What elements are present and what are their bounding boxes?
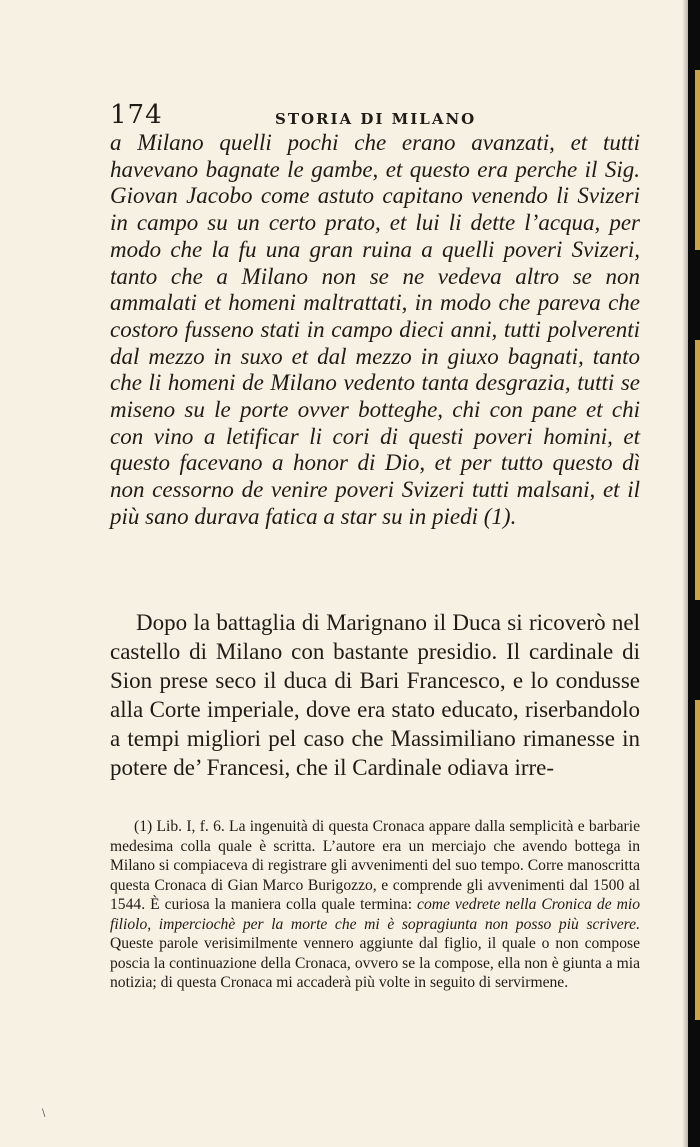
gilt-edge-mark [695,70,700,250]
running-title: STORIA DI MILANO [275,110,477,128]
stray-mark: \ [42,1108,46,1119]
footnote-text-1: (1) Lib. I, f. 6. La ingenuità di questa Cronaca appare dalla semplicità e barbarie medesima colla quale è scritta. L’autore era un merciajo che avendo bottega in Milano si compiaceva di registrare gli avvenimenti del suo tempo. Corre manoscritta questa Cronaca di Gian Marco Burigozzo, e comprende gli avvenimenti dal 1500 al 1544. È curiosa la maniera colla quale termina: [110,818,640,913]
book-edge [688,0,700,1147]
gilt-edge-mark [695,700,700,1020]
main-paragraph: Dopo la battaglia di Marignano il Duca si ricoverò nel castello di Milano con bastante presidio. Il cardinale di Sion prese seco il duca di Bari Francesco, e lo condusse alla Corte imperiale, dove era stato educato, riserbandolo a tempi migliori pel caso che Massimiliano rimanesse in potere de’ Francesi, che il Cardinale odiava irre- [110,610,640,780]
footnote-text-2: Queste parole verisimilmente vennero aggiunte dal figlio, il quale o non compose poscia la continuazione della Cronaca, ovvero se la compose, ella non è giunta a mia notizia; di questa Cronaca mi accaderà più volte in seguito di servirmene. [110,935,640,991]
main-text [110,608,640,782]
footnote [110,817,640,993]
footnote-italic-quote: come vedrete nella Cronica de mio filiolo, imperciochè per la morte che mi è sopragiunta non posso più scrivere. [110,896,640,933]
quoted-chronicle-text [110,130,640,531]
quote-paragraph: a Milano quelli pochi che erano avanzati, et tutti havevano bagnate le gambe, et questo era perche il Sig. Giovan Jacobo come astuto capitano venendo li Svizeri in campo su un certo prato, et lui li dette l’acqua, per modo che la fu una gran ruina a quelli poveri Svizeri, tanto che a Milano non se ne vedeva altro se non ammalati et homeni maltrattati, in modo che pareva che costoro fusseno stati in campo dieci anni, tutti polverenti dal mezzo in suxo et dal mezzo in giuxo bagnati, tanto che li homeni de Milano vedento tanta desgrazia, tutti se miseno su le porte ovver botteghe, chi con pane et chi con vino a letificar li cori di questi poveri homini, et questo facevano a honor di Dio, et per tutto questo dì non cessorno de venire poveri Svizeri tutti malsani, et il più sano durava fatica a star su in piedi (1). [110,130,640,529]
footnote-paragraph [110,817,640,993]
page-number: 174 [110,100,163,130]
gilt-edge-mark [695,340,700,600]
